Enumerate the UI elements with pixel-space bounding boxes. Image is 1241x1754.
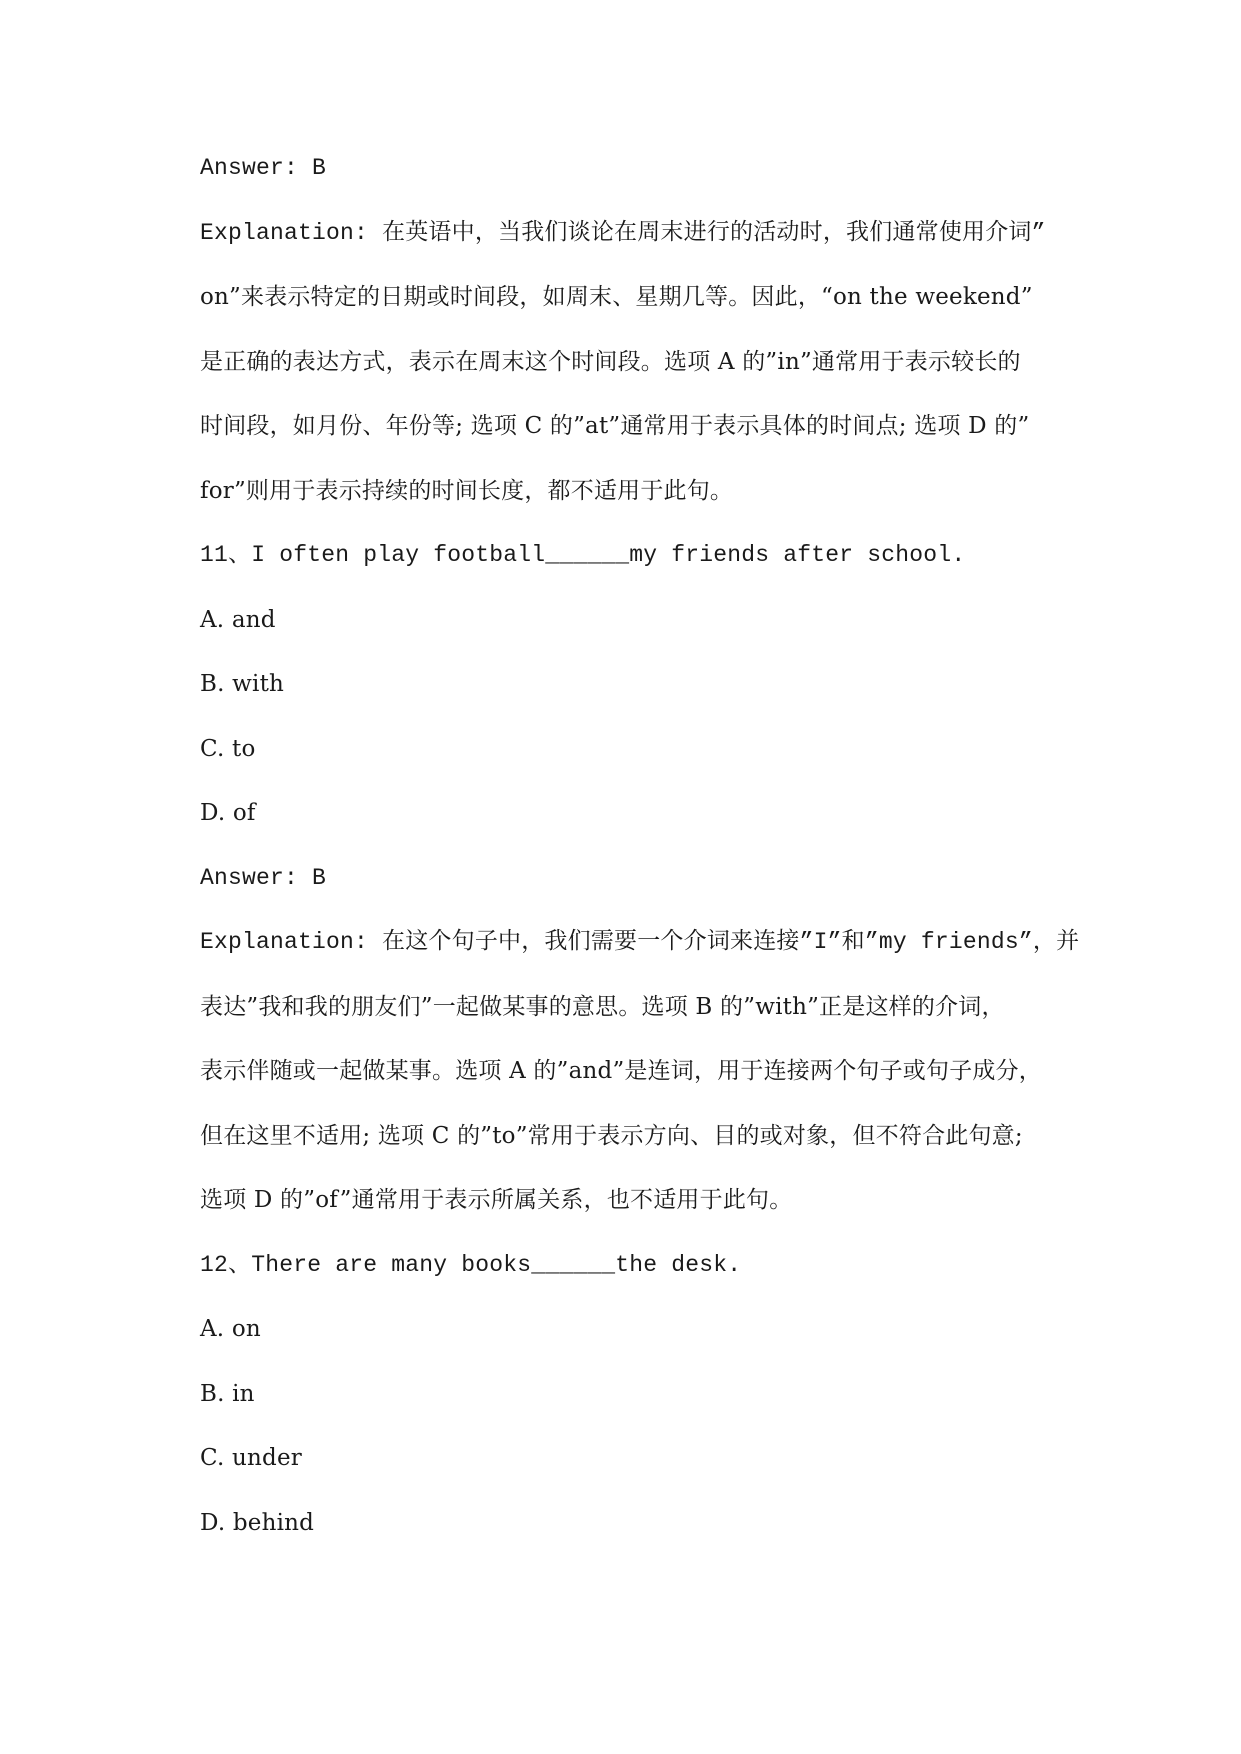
option-a: A. and bbox=[200, 606, 276, 633]
previous-question-answer-block bbox=[200, 136, 1100, 523]
page-content bbox=[200, 136, 1100, 1555]
explanation-line: 是正确的表达方式，表示在周末这个时间段。选项 A 的”in”通常用于表示较长的 bbox=[200, 348, 1021, 375]
question-stem: 11、I often play football______my friends after school. bbox=[200, 542, 966, 568]
option-b: B. in bbox=[200, 1380, 255, 1407]
option-d: D. of bbox=[200, 800, 256, 826]
option-d: D. behind bbox=[200, 1509, 315, 1536]
explanation-paragraph bbox=[200, 201, 1100, 524]
answer-line: Answer: B bbox=[200, 864, 327, 891]
question-12 bbox=[200, 1233, 1100, 1556]
explanation-line: 但在这里不适用; 选项 C 的”to”常用于表示方向、目的或对象，但不符合此句意; bbox=[200, 1122, 1023, 1149]
option-b: B. with bbox=[200, 671, 285, 697]
explanation-line: on”来表示特定的日期或时间段，如周末、星期几等。因此，“on the weekend” bbox=[200, 284, 1033, 310]
explanation-line: 表达”我和我的朋友们”一起做某事的意思。选项 B 的”with”正是这样的介词， bbox=[200, 993, 1005, 1020]
option-c: C. to bbox=[200, 735, 256, 762]
explanation-line: Explanation: 在这个句子中，我们需要一个介词来连接”I”和”my friends”，并 bbox=[200, 929, 1080, 955]
explanation-line: for”则用于表示持续的时间长度，都不适用于此句。 bbox=[200, 477, 734, 504]
option-c: C. under bbox=[200, 1445, 302, 1471]
question-11 bbox=[200, 523, 1100, 1233]
explanation-paragraph bbox=[200, 910, 1100, 1233]
question-stem: 12、There are many books______the desk. bbox=[200, 1251, 742, 1278]
explanation-line: 选项 D 的”of”通常用于表示所属关系，也不适用于此句。 bbox=[200, 1187, 793, 1213]
answer-line: Answer: B bbox=[200, 155, 327, 181]
explanation-line: 表示伴随或一起做某事。选项 A 的”and”是连词，用于连接两个句子或句子成分， bbox=[200, 1058, 1042, 1084]
explanation-line: Explanation: 在英语中，当我们谈论在周末进行的活动时，我们通常使用介词” bbox=[200, 219, 1046, 246]
option-a: A. on bbox=[200, 1316, 261, 1342]
explanation-line: 时间段，如月份、年份等; 选项 C 的”at”通常用于表示具体的时间点; 选项 D 的” bbox=[200, 413, 1030, 439]
